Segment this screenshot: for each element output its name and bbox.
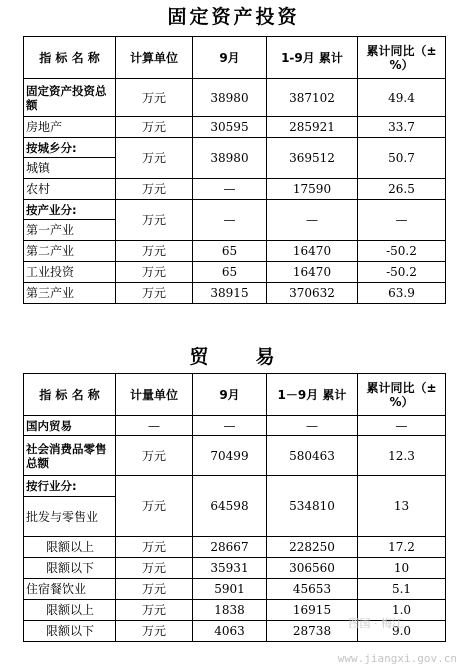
row-month-value: 4063 [193,621,267,642]
table-header-row [24,37,446,79]
header-cumulative: 1-9月 累计 [267,37,358,79]
row-label: 第一产业 [24,220,116,241]
row-yoy-value: 13 [358,476,446,537]
table-row [24,579,446,600]
row-cumulative-value: 306560 [267,558,358,579]
trade-title: 贸 易 [189,346,278,368]
row-cumulative-value: 228250 [267,537,358,558]
trade-table [23,373,446,642]
row-cumulative-value: 387102 [267,79,358,117]
header-indicator: 指 标 名 称 [24,37,116,79]
watermark-caption: 图国 · 梅江 [348,617,403,630]
row-unit: 万元 [116,436,193,476]
row-cumulative-value: 16470 [267,262,358,283]
header-month: 9月 [193,37,267,79]
row-yoy-value: — [358,416,446,436]
header-indicator: 指 标 名 称 [24,374,116,416]
row-cumulative-value: 16470 [267,241,358,262]
row-unit: 万元 [116,579,193,600]
row-yoy-value: 49.4 [358,79,446,117]
row-unit: 万元 [116,600,193,621]
row-cumulative-value: 45653 [267,579,358,600]
header-unit: 计算单位 [116,37,193,79]
row-unit: 万元 [116,200,193,241]
row-month-value: 70499 [193,436,267,476]
row-unit: 万元 [116,117,193,138]
row-label: 社会消费品零售总额 [24,436,116,476]
table-row [24,241,446,262]
investment-table [23,36,446,304]
row-yoy-value: 5.1 [358,579,446,600]
header-month: 9月 [193,374,267,416]
row-month-value: 38980 [193,79,267,117]
row-cumulative-value: 28738 [267,621,358,642]
table-row [24,558,446,579]
row-month-value: 30595 [193,117,267,138]
row-unit: 万元 [116,179,193,200]
table-row [24,200,446,220]
row-unit: 万元 [116,621,193,642]
row-label: 固定资产投资总额 [24,79,116,117]
row-yoy-value: 10 [358,558,446,579]
row-label: 批发与零售业 [24,497,116,537]
row-yoy-value: 33.7 [358,117,446,138]
row-unit: 万元 [116,241,193,262]
row-label: 限额以下 [24,621,116,642]
row-unit: — [116,416,193,436]
header-yoy: 累计同比（±%） [358,374,446,416]
table-header-row [24,374,446,416]
table-row [24,262,446,283]
table-row [24,537,446,558]
row-cumulative-value: 369512 [267,138,358,179]
row-month-value: 65 [193,262,267,283]
row-label: 按城乡分: [24,138,116,158]
row-unit: 万元 [116,262,193,283]
table-row [24,436,446,476]
row-cumulative-value: — [267,416,358,436]
row-cumulative-value: 580463 [267,436,358,476]
table-row [24,476,446,497]
row-unit: 万元 [116,537,193,558]
row-month-value: 35931 [193,558,267,579]
row-yoy-value: 12.3 [358,436,446,476]
watermark-site: www.jiangxi.gov.cn [337,652,457,665]
row-yoy-value: -50.2 [358,262,446,283]
row-label: 房地产 [24,117,116,138]
table-row [24,179,446,200]
row-label: 按行业分: [24,476,116,497]
row-yoy-value: 9.0 [358,621,446,642]
row-label: 第三产业 [24,283,116,304]
row-month-value: 28667 [193,537,267,558]
row-label: 农村 [24,179,116,200]
row-cumulative-value: 16915 [267,600,358,621]
row-cumulative-value: 370632 [267,283,358,304]
row-yoy-value: 1.0 [358,600,446,621]
row-label: 城镇 [24,158,116,179]
row-month-value: 1838 [193,600,267,621]
row-unit: 万元 [116,283,193,304]
table-row [24,138,446,158]
row-yoy-value: 50.7 [358,138,446,179]
row-label: 第二产业 [24,241,116,262]
row-month-value: 65 [193,241,267,262]
row-cumulative-value: 17590 [267,179,358,200]
table-row [24,79,446,117]
row-cumulative-value: — [267,200,358,241]
row-month-value: — [193,416,267,436]
row-cumulative-value: 534810 [267,476,358,537]
row-month-value: 38980 [193,138,267,179]
table-row [24,283,446,304]
row-label: 限额以下 [24,558,116,579]
row-month-value: 38915 [193,283,267,304]
row-label: 住宿餐饮业 [24,579,116,600]
row-yoy-value: -50.2 [358,241,446,262]
header-cumulative: 1－9月 累计 [267,374,358,416]
header-yoy: 累计同比（±%） [358,37,446,79]
investment-title: 固定资产投资 [167,6,300,28]
row-month-value: 5901 [193,579,267,600]
table-row [24,416,446,436]
row-label: 工业投资 [24,262,116,283]
row-yoy-value: 26.5 [358,179,446,200]
row-unit: 万元 [116,476,193,537]
row-yoy-value: 17.2 [358,537,446,558]
row-month-value: — [193,200,267,241]
row-label: 限额以上 [24,537,116,558]
row-yoy-value: 63.9 [358,283,446,304]
row-unit: 万元 [116,79,193,117]
row-month-value: — [193,179,267,200]
row-yoy-value: — [358,200,446,241]
row-month-value: 64598 [193,476,267,537]
row-label: 限额以上 [24,600,116,621]
row-unit: 万元 [116,138,193,179]
row-cumulative-value: 285921 [267,117,358,138]
table-row [24,117,446,138]
row-label: 按产业分: [24,200,116,220]
header-unit: 计量单位 [116,374,193,416]
row-unit: 万元 [116,558,193,579]
row-label: 国内贸易 [24,416,116,436]
